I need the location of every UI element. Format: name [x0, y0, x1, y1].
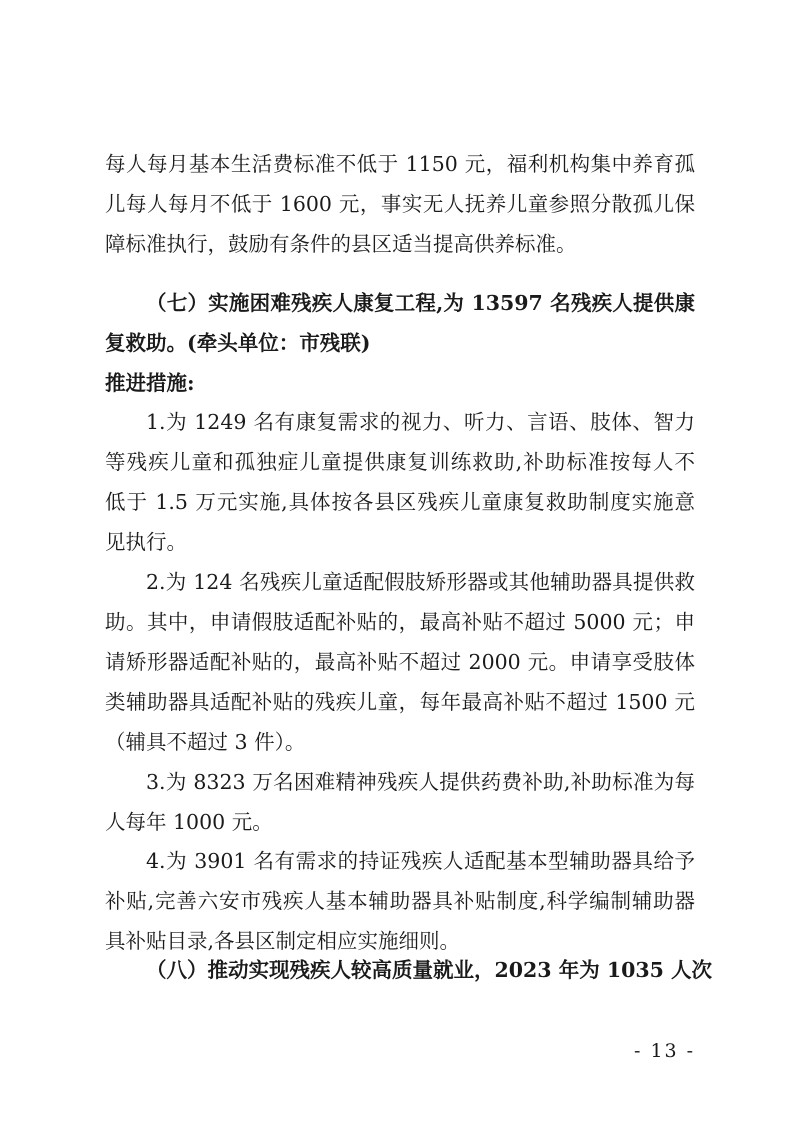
measures-label: 推进措施:	[105, 371, 195, 395]
item-4-line-1: 4.为 3901 名有需求的持证残疾人适配基本型辅助器具给予	[146, 849, 695, 873]
item-1-line-1: 1.为 1249 名有康复需求的视力、听力、言语、肢体、智力	[146, 410, 695, 434]
item-3-line-1: 3.为 8323 万名困难精神残疾人提供药费补助,补助标准为每	[146, 770, 695, 794]
item-2-line-2: 助。其中，申请假肢适配补贴的，最高补贴不超过 5000 元；申	[105, 610, 695, 634]
section-7-heading-line-1: （七）实施困难残疾人康复工程,为 13597 名残疾人提供康	[146, 291, 695, 315]
item-2-line-4: 类辅助器具适配补贴的残疾儿童，每年最高补贴不超过 1500 元	[105, 690, 695, 714]
item-2-line-1: 2.为 124 名残疾儿童适配假肢矫形器或其他辅助器具提供救	[146, 570, 695, 594]
intro-line-1: 每人每月基本生活费标准不低于 1150 元，福利机构集中养育孤	[105, 152, 695, 176]
item-1-line-4: 见执行。	[105, 530, 187, 554]
item-1-line-2: 等残疾儿童和孤独症儿童提供康复训练救助,补助标准按每人不	[105, 450, 695, 474]
item-1-line-3: 低于 1.5 万元实施,具体按各县区残疾儿童康复救助制度实施意	[105, 490, 695, 514]
section-7-heading-line-2: 复救助。(牵头单位：市残联)	[105, 331, 371, 355]
item-3-line-2: 人每年 1000 元。	[105, 810, 273, 834]
item-2-line-5: （辅具不超过 3 件）。	[105, 730, 306, 754]
section-8-heading-line-1: （八）推动实现残疾人较高质量就业，2023 年为 1035 人次	[146, 958, 713, 982]
page-number: - 13 -	[634, 1040, 696, 1062]
intro-line-3: 障标准执行，鼓励有条件的县区适当提高供养标准。	[105, 232, 577, 256]
item-4-line-3: 具补贴目录,各县区制定相应实施细则。	[105, 929, 461, 953]
intro-line-2: 儿每人每月不低于 1600 元，事实无人抚养儿童参照分散孤儿保	[105, 192, 695, 216]
item-2-line-3: 请矫形器适配补贴的，最高补贴不超过 2000 元。申请享受肢体	[105, 650, 695, 674]
item-4-line-2: 补贴,完善六安市残疾人基本辅助器具补贴制度,科学编制辅助器	[105, 889, 695, 913]
